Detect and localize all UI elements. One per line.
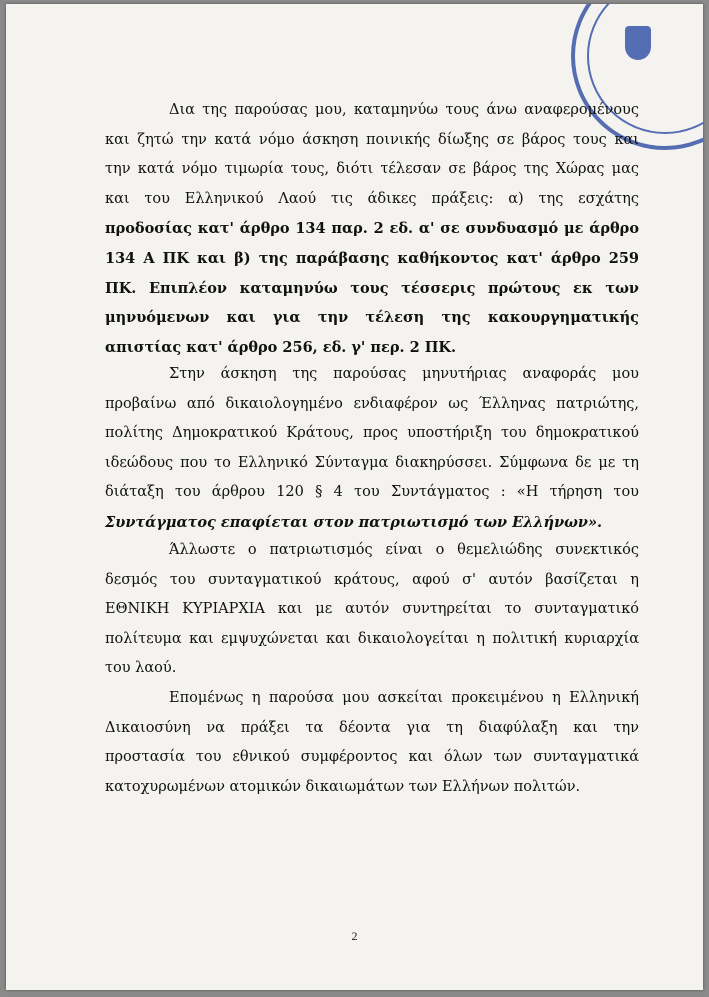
- text-line: και του Ελληνικού Λαού τις άδικες πράξεις: α) της εσχάτης: [105, 190, 639, 207]
- text-line: προστασία του εθνικού συμφέροντος και όλων των συνταγματικά: [105, 749, 639, 766]
- paragraph-3: [105, 536, 639, 684]
- paragraph-1: [105, 96, 639, 362]
- text-line: δεσμός του συνταγματικού κράτους, αφού σ' αυτόν βασίζεται η: [105, 571, 639, 588]
- text-line: την κατά νόμο τιμωρία τους, διότι τέλεσαν σε βάρος της Χώρας μας: [105, 161, 639, 178]
- text-line: Στην άσκηση της παρούσας μηνυτήριας αναφοράς μου: [169, 366, 639, 382]
- text-line: προδοσίας κατ' άρθρο 134 παρ. 2 εδ. α' σε συνδυασμό με άρθρο: [105, 220, 639, 238]
- text-line: και ζητώ την κατά νόμο άσκηση ποινικής δίωξης σε βάρος τους και: [105, 131, 639, 148]
- text-line: 134 Α ΠΚ και β) της παράβασης καθήκοντος κατ' άρθρο 259: [105, 249, 639, 267]
- stamp-emblem-icon: [625, 26, 651, 60]
- text-line: του λαού.: [105, 660, 177, 677]
- page-number: 2: [351, 929, 358, 943]
- text-line: Επομένως η παρούσα μου ασκείται προκειμένου η Ελληνική: [169, 690, 639, 706]
- text-line: ΕΘΝΙΚΗ ΚΥΡΙΑΡΧΙΑ και με αυτόν συντηρείται το συνταγματικό: [105, 601, 639, 618]
- paragraph-4: [105, 684, 639, 802]
- text-line: Δια της παρούσας μου, καταμηνύω τους άνω αναφερομένους: [169, 102, 639, 118]
- document-page: [6, 4, 703, 990]
- text-line: Δικαιοσύνη να πράξει τα δέοντα για τη διαφύλαξη και την: [105, 719, 639, 736]
- text-line: διάταξη του άρθρου 120 § 4 του Συντάγματος : «Η τήρηση του: [105, 484, 639, 501]
- text-line: απιστίας κατ' άρθρο 256, εδ. γ' περ. 2 ΠΚ.: [105, 338, 457, 356]
- text-line: ιδεώδους που το Ελληνικό Σύνταγμα διακηρύσσει. Σύμφωνα δε με τη: [105, 454, 639, 471]
- text-line: πολίτης Δημοκρατικού Κράτους, προς υποστήριξη του δημοκρατικού: [105, 425, 639, 442]
- text-line: προβαίνω από δικαιολογημένο ενδιαφέρον ως Έλληνας πατριώτης,: [105, 395, 639, 412]
- text-line: μηνυόμενων και για την τέλεση της κακουργηματικής: [105, 309, 639, 327]
- text-line: Συντάγματος επαφίεται στον πατριωτισμό των Ελλήνων».: [105, 513, 603, 531]
- text-line: κατοχυρωμένων ατομικών δικαιωμάτων των Ελλήνων πολιτών.: [105, 778, 581, 795]
- text-line: Άλλωστε ο πατριωτισμός είναι ο θεμελιώδης συνεκτικός: [169, 542, 639, 558]
- text-line: πολίτευμα και εμψυχώνεται και δικαιολογείται η πολιτική κυριαρχία: [105, 630, 639, 647]
- paragraph-2: [105, 360, 639, 538]
- text-line: ΠΚ. Επιπλέον καταμηνύω τους τέσσερις πρώτους εκ των: [105, 279, 639, 297]
